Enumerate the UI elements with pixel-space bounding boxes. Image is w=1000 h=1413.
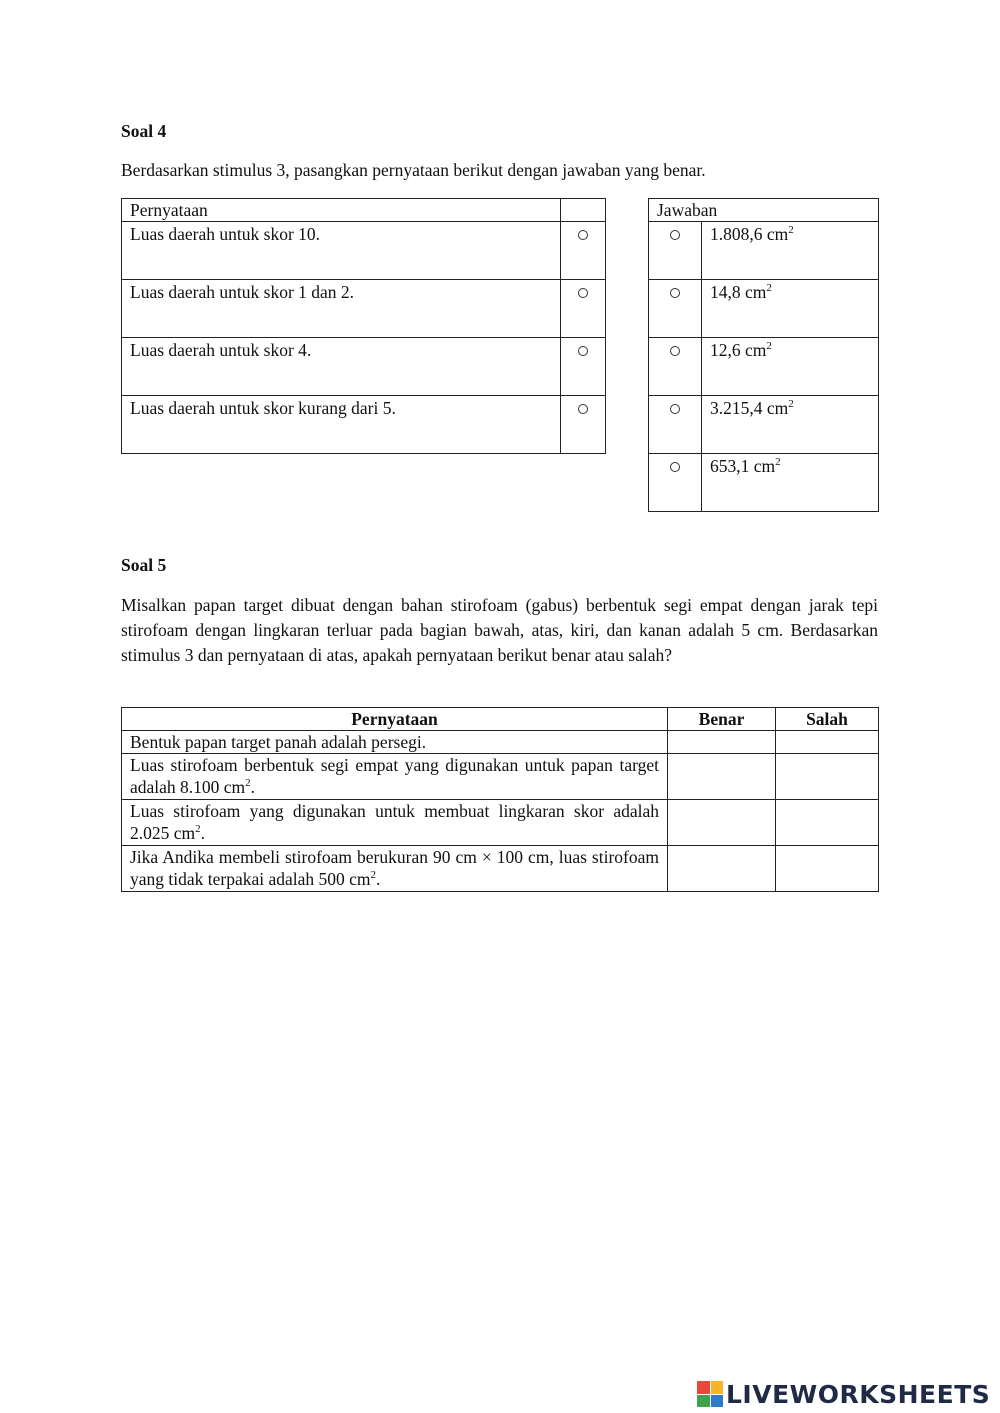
logo-text: LIVEWORKSHEETS: [726, 1379, 991, 1409]
answer-connector[interactable]: [649, 222, 702, 280]
soal5-header-false: Salah: [776, 708, 879, 731]
soal5-paragraph: Misalkan papan target dibuat dengan bahan stirofoam (gabus) berbentuk segi empat dengan jarak tepi stirofoam dengan lingkaran terluar pada bagian bawah, atas, kiri, dan kanan adalah 5 cm. Berdasarkan stimulus 3 dan pernyataan di atas, apakah pernyataan berikut benar atau salah?: [121, 595, 878, 665]
statement-connector[interactable]: [561, 396, 606, 454]
soal4-statements-table: [121, 198, 606, 454]
circle-bullet-icon[interactable]: [578, 404, 588, 414]
answer-cell: 12,6 $cm^2$: [702, 338, 879, 396]
soal4-right-header: Jawaban: [649, 199, 879, 222]
circle-bullet-icon[interactable]: [578, 230, 588, 240]
answer-cell: 653,1 $cm^2$: [702, 454, 879, 512]
answer-cell: 3.215,4 $cm^2$: [702, 396, 879, 454]
statement-connector[interactable]: [561, 280, 606, 338]
circle-bullet-icon[interactable]: [578, 288, 588, 298]
soal5-statement: Luas stirofoam yang digunakan untuk membuat lingkaran skor adalah 2.025 $cm^2$.: [122, 800, 668, 846]
soal5-false-cell[interactable]: [776, 754, 879, 800]
statement-cell: Luas daerah untuk skor 4.: [122, 338, 561, 396]
statement-cell: Luas daerah untuk skor 10.: [122, 222, 561, 280]
soal5-false-cell[interactable]: [776, 846, 879, 892]
soal5-true-cell[interactable]: [668, 731, 776, 754]
statement-cell: Luas daerah untuk skor kurang dari 5.: [122, 396, 561, 454]
soal5-false-cell[interactable]: [776, 800, 879, 846]
soal4-left-header-empty: [561, 199, 606, 222]
circle-bullet-icon[interactable]: [670, 346, 680, 356]
soal5-header-statement: Pernyataan: [122, 708, 668, 731]
circle-bullet-icon[interactable]: [670, 230, 680, 240]
answer-connector[interactable]: [649, 338, 702, 396]
logo-mark-icon: [697, 1381, 723, 1407]
answer-connector[interactable]: [649, 454, 702, 512]
answer-cell: 1.808,6 $cm^2$: [702, 222, 879, 280]
circle-bullet-icon[interactable]: [670, 288, 680, 298]
soal5-table: [121, 707, 879, 892]
circle-bullet-icon[interactable]: [670, 404, 680, 414]
soal5-title: Soal 5: [121, 555, 167, 575]
soal5-statement: Bentuk papan target panah adalah persegi.: [122, 731, 668, 754]
soal4-left-header: Pernyataan: [122, 199, 561, 222]
answer-connector[interactable]: [649, 396, 702, 454]
answer-connector[interactable]: [649, 280, 702, 338]
soal5-true-cell[interactable]: [668, 846, 776, 892]
statement-connector[interactable]: [561, 222, 606, 280]
soal5-header-true: Benar: [668, 708, 776, 731]
soal5-statement: Jika Andika membeli stirofoam berukuran 90 cm × 100 cm, luas stirofoam yang tidak terpakai adalah 500 $cm^2$.: [122, 846, 668, 892]
soal4-title: Soal 4: [121, 121, 167, 141]
statement-cell: Luas daerah untuk skor 1 dan 2.: [122, 280, 561, 338]
soal4-answers-table: [648, 198, 879, 512]
liveworksheets-logo: [697, 1379, 990, 1409]
soal5-true-cell[interactable]: [668, 754, 776, 800]
soal5-false-cell[interactable]: [776, 731, 879, 754]
circle-bullet-icon[interactable]: [670, 462, 680, 472]
statement-connector[interactable]: [561, 338, 606, 396]
answer-cell: 14,8 $cm^2$: [702, 280, 879, 338]
circle-bullet-icon[interactable]: [578, 346, 588, 356]
soal4-instruction: Berdasarkan stimulus 3, pasangkan pernyataan berikut dengan jawaban yang benar.: [121, 160, 706, 180]
soal5-statement: Luas stirofoam berbentuk segi empat yang digunakan untuk papan target adalah 8.100 $cm^2$.: [122, 754, 668, 800]
soal5-true-cell[interactable]: [668, 800, 776, 846]
